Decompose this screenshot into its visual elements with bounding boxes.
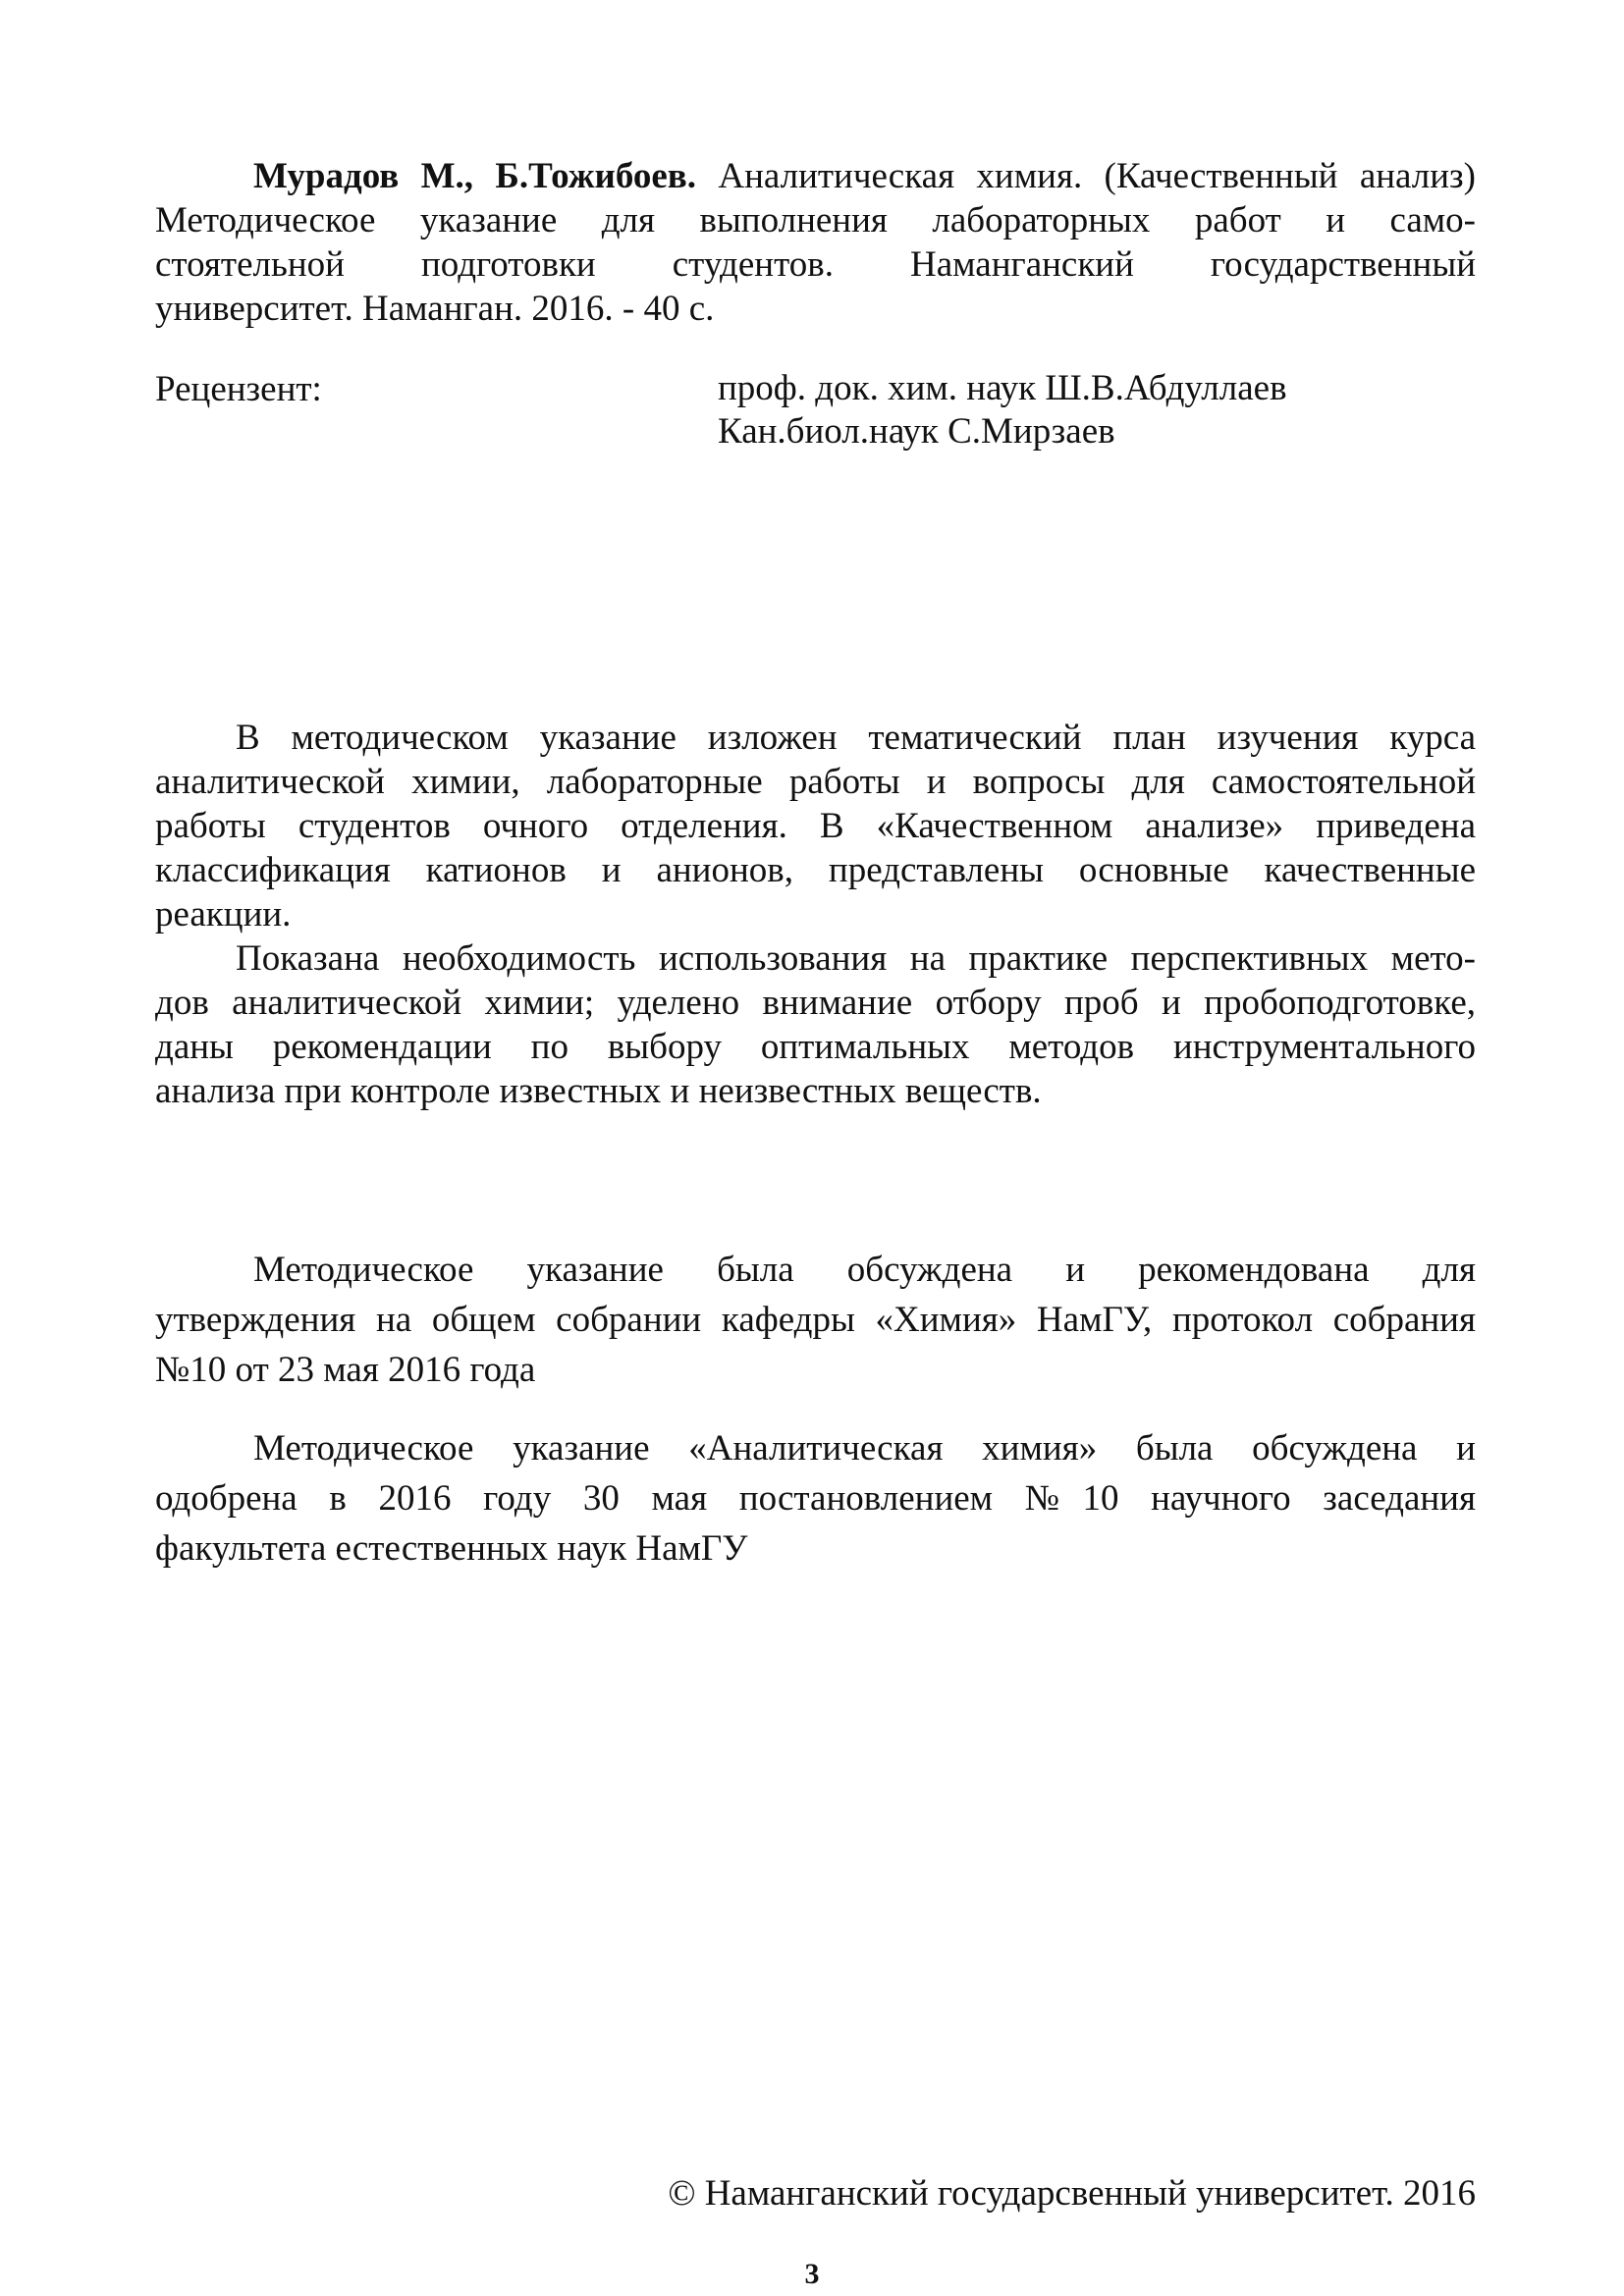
abstract-p2-line-4: анализа при контроле известных и неизвестных веществ. <box>155 1071 1042 1111</box>
abstract-p2-line-2: дов аналитической химии; уделено внимание отбору проб и пробоподготовке, <box>155 983 1476 1023</box>
citation-line-3: стоятельной подготовки студентов. Наманганский государственный <box>155 244 1476 285</box>
abstract-p1-line-5: реакции. <box>155 894 292 934</box>
citation-authors: Мурадов М., Б.Тожибоев. <box>253 156 697 196</box>
approval1-line-2: утверждения на общем собрании кафедры «Химия» НамГУ, протокол собрания <box>155 1300 1476 1340</box>
citation-title: Аналитическая химия. (Качественный анализ) <box>696 156 1476 196</box>
abstract-p2-line-1: Показана необходимость использования на практике перспективных мето- <box>236 938 1476 979</box>
reviewer-names <box>718 367 1287 454</box>
page-number: 3 <box>804 2258 820 2290</box>
abstract-section <box>155 716 1476 1113</box>
abstract-p1-line-3: работы студентов очного отделения. В «Качественном анализе» приведена <box>155 806 1476 846</box>
copyright-notice: © Наманганский государсвенный университет. 2016 <box>668 2173 1476 2214</box>
reviewer-2: Кан.биол.наук С.Мирзаев <box>718 411 1115 452</box>
approval1-line-1: Методическое указание была обсуждена и рекомендована для <box>253 1250 1476 1290</box>
citation-line-1 <box>155 154 1476 198</box>
reviewer-label: Рецензент: <box>155 369 322 409</box>
approval2-line-2: одобрена в 2016 году 30 мая постановлением №10 научного заседания <box>155 1478 1476 1519</box>
approval2-line-3: факультета естественных наук НамГУ <box>155 1528 748 1569</box>
faculty-approval <box>155 1423 1476 1574</box>
abstract-p1-line-4: классификация катионов и анионов, представлены основные качественные <box>155 850 1476 890</box>
department-approval <box>155 1245 1476 1395</box>
approval1-line-3: №10 от 23 мая 2016 года <box>155 1350 536 1390</box>
abstract-p2-line-3: даны рекомендации по выбору оптимальных методов инструментального <box>155 1027 1476 1067</box>
approval2-line-1: Методическое указание «Аналитическая химия» была обсуждена и <box>253 1428 1476 1468</box>
reviewer-1: проф. док. хим. наук Ш.В.Абдуллаев <box>718 368 1287 408</box>
citation-line-2: Методическое указание для выполнения лабораторных работ и само- <box>155 200 1476 240</box>
abstract-p1-line-1: В методическом указание изложен тематический план изучения курса <box>236 718 1476 758</box>
citation-line-4: университет. Наманган. 2016. - 40 с. <box>155 289 715 329</box>
bibliographic-citation <box>155 154 1476 331</box>
abstract-p1-line-2: аналитической химии, лабораторные работы и вопросы для самостоятельной <box>155 762 1476 802</box>
